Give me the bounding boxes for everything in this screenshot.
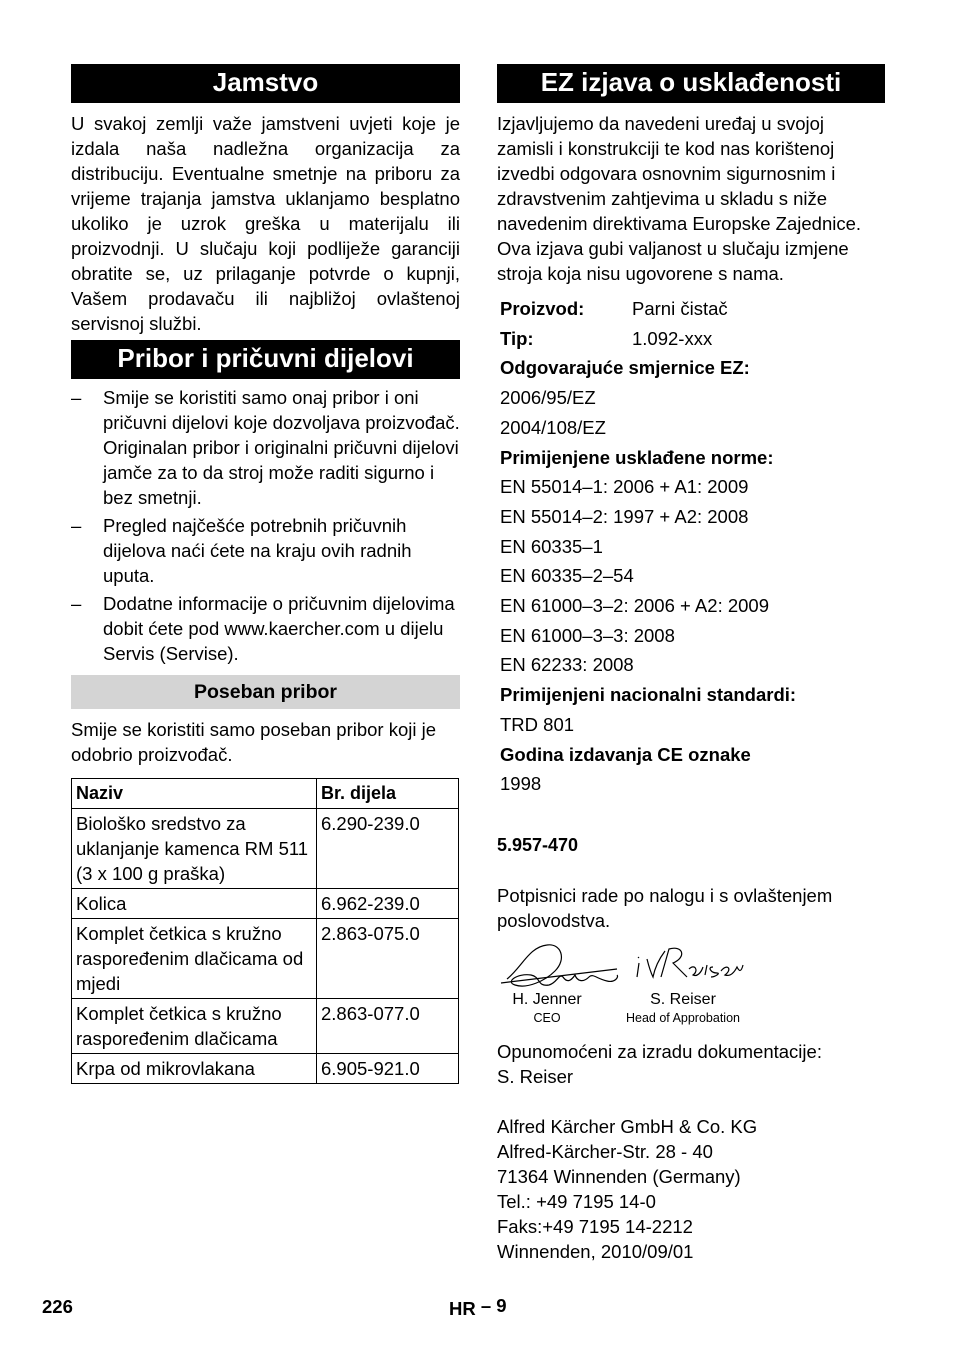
norm-item: EN 60335–2–54: [500, 565, 634, 587]
right-column: [497, 64, 885, 1264]
signer-name: S. Reiser: [650, 990, 716, 1008]
reiser-signature: [637, 948, 743, 977]
part-number: 6.290-239.0: [317, 809, 459, 889]
section-code: HR: [449, 1298, 476, 1319]
list-item: – Smije se koristiti samo onaj pribor i oni pričuvni dijelovi koje dozvoljava proizvođač. Originalan pribor i originalni pričuvni dijelovi jamče za to da stroj može raditi sigurno i bez smetnji.: [71, 385, 460, 510]
norms-label: Primijenjene usklađene norme:: [500, 446, 774, 468]
address-line: Faks:+49 7195 14-2212: [497, 1215, 693, 1237]
declaration-details: [497, 294, 885, 799]
norm-item: EN 61000–3–3: 2008: [500, 624, 675, 646]
authorized-name: S. Reiser: [497, 1065, 574, 1087]
norm-item: EN 61000–3–2: 2006 + A2: 2009: [500, 595, 769, 617]
national-standards-label: Primijenjeni nacionalni standardi:: [500, 684, 797, 706]
signer-role: CEO: [533, 1010, 561, 1025]
accessories-list: [71, 385, 460, 666]
part-name: Krpa od mikrovlakana: [72, 1054, 317, 1084]
signer-role: Head of Approbation: [626, 1010, 740, 1025]
table-row: [72, 1054, 459, 1084]
type-row: [500, 324, 885, 354]
list-item: – Pregled najčešće potrebnih pričuvnih dijelova naći ćete na kraju ovih radnih uputa.: [71, 513, 460, 588]
table-row: [72, 809, 459, 889]
table-header-row: [72, 779, 459, 809]
norm-item: EN 55014–1: 2006 + A1: 2009: [500, 476, 749, 498]
part-name: Biološko sredstvo za uklanjanje kamenca RM 511 (3 x 100 g praška): [72, 809, 317, 889]
signer-jenner: [497, 991, 597, 1028]
type-label: Tip:: [500, 327, 534, 349]
signature-block: [497, 937, 885, 1037]
part-name: Komplet četkica s kružno raspoređenim dlačicama od mjedi: [72, 919, 317, 999]
warranty-text: U svakoj zemlji važe jamstveni uvjeti koje je izdala naša nadležna organizacija za distribuciju. Eventualne smetnje na priboru za vrijeme trajanja jamstva uklanjamo besplatno ukoliko je uzrok greška u materijalu ili proizvodnji. U slučaju koji podliježe garanciji obratite se, uz prilaganje potvrde o kupnji, Vašem prodavaču ili najbližoj ovlaštenoj servisnoj službi.: [71, 113, 460, 334]
signer-reiser: [613, 991, 753, 1028]
document-number: 5.957-470: [497, 834, 579, 855]
type-value: 1.092-xxx: [632, 327, 713, 349]
signers-text: Potpisnici rade po nalogu i s ovlaštenjem poslovodstva.: [497, 884, 833, 931]
part-number: 2.863-077.0: [317, 999, 459, 1054]
address-line: Alfred-Kärcher-Str. 28 - 40: [497, 1140, 713, 1162]
warranty-heading: Jamstvo: [71, 64, 460, 103]
directive-item: 2006/95/EZ: [500, 387, 596, 409]
part-number: 6.962-239.0: [317, 889, 459, 919]
footer-section: [449, 1295, 507, 1320]
product-row: [500, 294, 885, 324]
part-name: Komplet četkica s kružno raspoređenim dlačicama: [72, 999, 317, 1054]
section-page: – 9: [480, 1295, 507, 1316]
product-label: Proizvod:: [500, 298, 585, 319]
signer-name: H. Jenner: [512, 990, 582, 1008]
authorized-label: Opunomoćeni za izradu dokumentacije:: [497, 1040, 822, 1062]
national-standards-value: TRD 801: [500, 713, 575, 735]
address-line: 71364 Winnenden (Germany): [497, 1165, 741, 1187]
part-number: 2.863-075.0: [317, 919, 459, 999]
page-number: 226: [42, 1296, 73, 1317]
table-row: [72, 919, 459, 999]
parts-table: [71, 778, 459, 1084]
declaration-heading: EZ izjava o usklađenosti: [497, 64, 885, 103]
directive-item: 2004/108/EZ: [500, 416, 606, 438]
jenner-signature: [501, 945, 618, 986]
address-line: Winnenden, 2010/09/01: [497, 1240, 694, 1262]
column-header-part-number: Br. dijela: [317, 779, 459, 809]
special-accessories-heading: Poseban pribor: [71, 675, 460, 709]
part-name: Kolica: [72, 889, 317, 919]
signature-images: [497, 937, 757, 999]
part-number: 6.905-921.0: [317, 1054, 459, 1084]
ce-year-label: Godina izdavanja CE oznake: [500, 743, 751, 765]
table-row: [72, 889, 459, 919]
column-header-name: Naziv: [72, 779, 317, 809]
table-row: [72, 999, 459, 1054]
norm-item: EN 60335–1: [500, 535, 603, 557]
special-accessories-text: Smije se koristiti samo poseban pribor koji je odobrio proizvođač.: [71, 719, 437, 765]
address-line: Alfred Kärcher GmbH & Co. KG: [497, 1115, 758, 1137]
declaration-intro: Izjavljujemo da navedeni uređaj u svojoj zamisli i konstrukciji te kod nas korištenoj izvedbi odgovara osnovnim sigurnosnim i zdravstvenim zahtjevima u skladu s niže navedenim direktivama Europske Zajednice. Ova izjava gubi valjanost u slučaju izmjene stroja koja nisu ugovorene s nama.: [497, 113, 862, 284]
accessories-heading: Pribor i pričuvni dijelovi: [71, 340, 460, 379]
list-item: – Dodatne informacije o pričuvnim dijelovima dobit ćete pod www.kaercher.com u dijelu Servis (Servise).: [71, 591, 460, 666]
norm-item: EN 62233: 2008: [500, 654, 634, 676]
directives-label: Odgovarajuće smjernice EZ:: [500, 357, 750, 379]
product-value: Parni čistač: [632, 298, 728, 319]
ce-year-value: 1998: [500, 773, 542, 795]
company-address: [497, 1114, 885, 1264]
address-line: Tel.: +49 7195 14-0: [497, 1190, 656, 1212]
norm-item: EN 55014–2: 1997 + A2: 2008: [500, 505, 749, 527]
left-column: [71, 64, 460, 1084]
